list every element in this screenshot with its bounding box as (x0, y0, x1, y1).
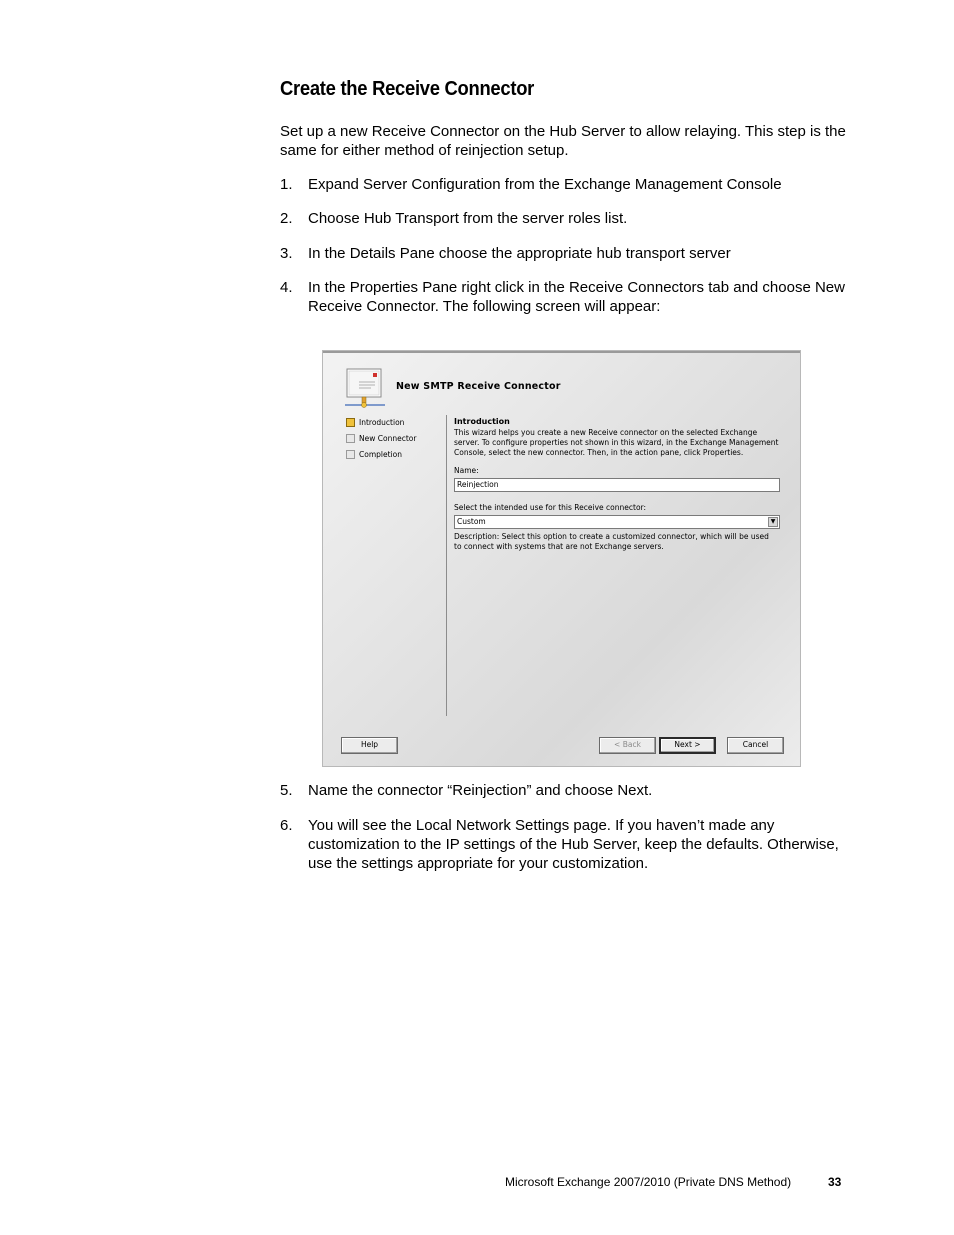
use-label: Select the intended use for this Receive connector: (454, 503, 647, 512)
step-text: Name the connector “Reinjection” and choose Next. (308, 782, 653, 799)
top-border (323, 351, 800, 353)
step-status-icon (346, 418, 355, 427)
name-label: Name: (454, 466, 479, 475)
step-text: You will see the Local Network Settings page. If you haven’t made any customization to the IP settings of the Hub Server, keep the defaults. Otherwise, use the settings appropriate for your customization. (308, 817, 839, 872)
nav-item-label: Completion (359, 450, 402, 459)
wizard-steps (346, 417, 416, 465)
step-number: 1. (280, 176, 293, 193)
next-button[interactable]: Next > (659, 737, 716, 754)
wizard-content (454, 417, 784, 551)
section-title: Introduction (454, 417, 510, 426)
step-status-icon (346, 434, 355, 443)
page-number: 33 (828, 1175, 842, 1189)
list-item (280, 781, 850, 800)
step-number: 3. (280, 245, 293, 262)
step-number: 5. (280, 782, 293, 799)
chevron-down-icon[interactable]: ▼ (768, 517, 778, 527)
list-item (280, 816, 850, 873)
step-text: In the Details Pane choose the appropriate hub transport server (308, 245, 731, 262)
page-footer: Microsoft Exchange 2007/2010 (Private DNS Method) (505, 1175, 792, 1189)
name-field[interactable]: Reinjection (454, 478, 780, 492)
intro-paragraph: Set up a new Receive Connector on the Hub Server to allow relaying. This step is the same for either method of reinjection setup. (280, 123, 846, 159)
step-number: 6. (280, 817, 293, 834)
wizard-description: This wizard helps you create a new Receive connector on the selected Exchange server. To configure properties not shown in this wizard, in the Exchange Management Console, select the new connector. Then, in the action pane, click Properties. (454, 428, 779, 457)
list-item (280, 244, 850, 263)
cancel-button[interactable]: Cancel (727, 737, 784, 754)
use-select-value: Custom (457, 517, 486, 526)
back-button[interactable]: < Back (599, 737, 656, 754)
list-item (280, 278, 850, 316)
step-number: 2. (280, 210, 293, 227)
nav-item-introduction[interactable] (346, 417, 416, 433)
step-number: 4. (280, 279, 293, 296)
nav-item-label: New Connector (359, 434, 417, 443)
wizard-screenshot (322, 350, 801, 767)
page-heading: Create the Receive Connector (280, 78, 535, 100)
envelope-server-icon (345, 367, 385, 409)
step-text: Expand Server Configuration from the Exchange Management Console (308, 176, 782, 193)
use-description: Description: Select this option to create a customized connector, which will be used to connect with systems that are not Exchange servers. (454, 532, 769, 551)
list-item (280, 175, 850, 194)
divider (446, 415, 447, 716)
nav-item-label: Introduction (359, 418, 405, 427)
nav-item-completion[interactable] (346, 449, 416, 465)
step-text: Choose Hub Transport from the server roles list. (308, 210, 628, 227)
wizard-title: New SMTP Receive Connector (396, 381, 561, 392)
nav-item-new-connector[interactable] (346, 433, 416, 449)
step-status-icon (346, 450, 355, 459)
list-item (280, 209, 850, 228)
help-button[interactable]: Help (341, 737, 398, 754)
use-select[interactable] (454, 515, 780, 529)
step-text: In the Properties Pane right click in the Receive Connectors tab and choose New Receive Connector. The following screen will appear: (308, 279, 845, 315)
